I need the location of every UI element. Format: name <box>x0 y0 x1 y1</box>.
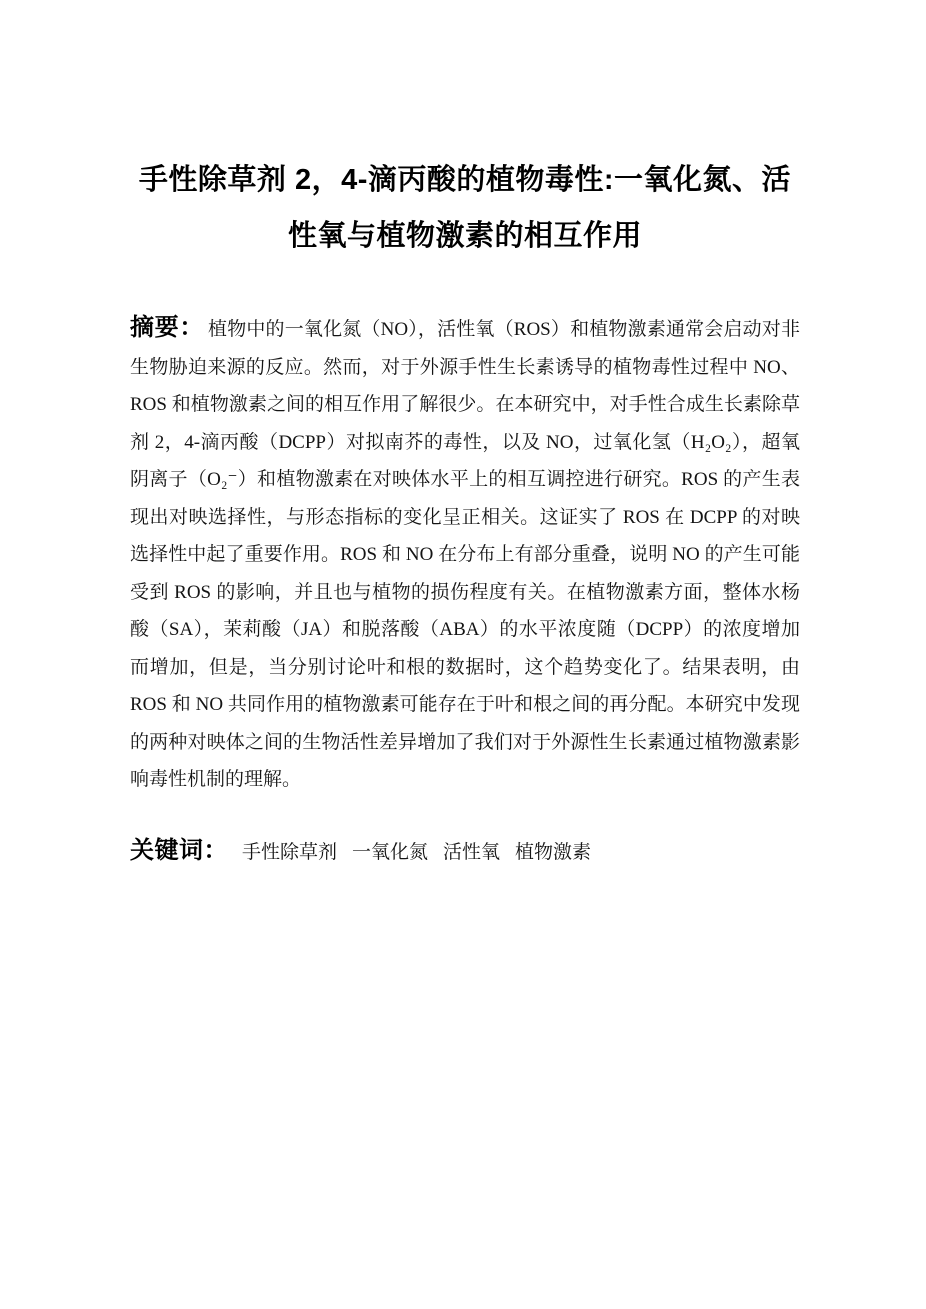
keyword-item: 手性除草剂 <box>242 841 338 863</box>
paper-title <box>130 152 800 264</box>
abstract-label: 摘要： <box>130 314 205 341</box>
keyword-item: 植物激素 <box>515 841 592 863</box>
abstract-paragraph <box>130 309 800 799</box>
keyword-item: 一氧化氮 <box>352 841 429 863</box>
paper-title-line-2: 性氧与植物激素的相互作用 <box>287 220 642 252</box>
keywords-row <box>130 832 800 871</box>
paper-title-line-1: 手性除草剂 2，4-滴丙酸的植物毒性:一氧化氮、活 <box>138 164 792 196</box>
keywords-label: 关键词： <box>130 836 228 864</box>
keyword-item: 活性氧 <box>443 841 501 863</box>
abstract-text: 植物中的一氧化氮（NO），活性氧（ROS）和植物激素通常会启动对非生物胁迫来源的反应。然而，对于外源手性生长素诱导的植物毒性过程中 NO、ROS 和植物激素之间的相互作用了解很少。在本研究中，对手性合成生长素除草剂 2，4-滴丙酸（DCPP）对拟南芥的毒性，以及 NO，过氧化氢（H₂O₂），超氧阴离子（O₂⁻）和植物激素在对映体水平上的相互调控进行研究。ROS 的产生表现出对映选择性，与形态指标的变化呈正相关。这证实了 ROS 在 DCPP 的对映选择性中起了重要作用。ROS 和 NO 在分布上有部分重叠，说明 NO 的产生可能受到 ROS 的影响，并且也与植物的损伤程度有关。在植物激素方面，整体水杨酸（SA），茉莉酸（JA）和脱落酸（ABA）的水平浓度随（DCPP）的浓度增加而增加，但是，当分别讨论叶和根的数据时，这个趋势变化了。结果表明，由 ROS 和 NO 共同作用的植物激素可能存在于叶和根之间的再分配。本研究中发现的两种对映体之间的生物活性差异增加了我们对于外源性生长素通过植物激素影响毒性机制的理解。 <box>130 319 801 790</box>
